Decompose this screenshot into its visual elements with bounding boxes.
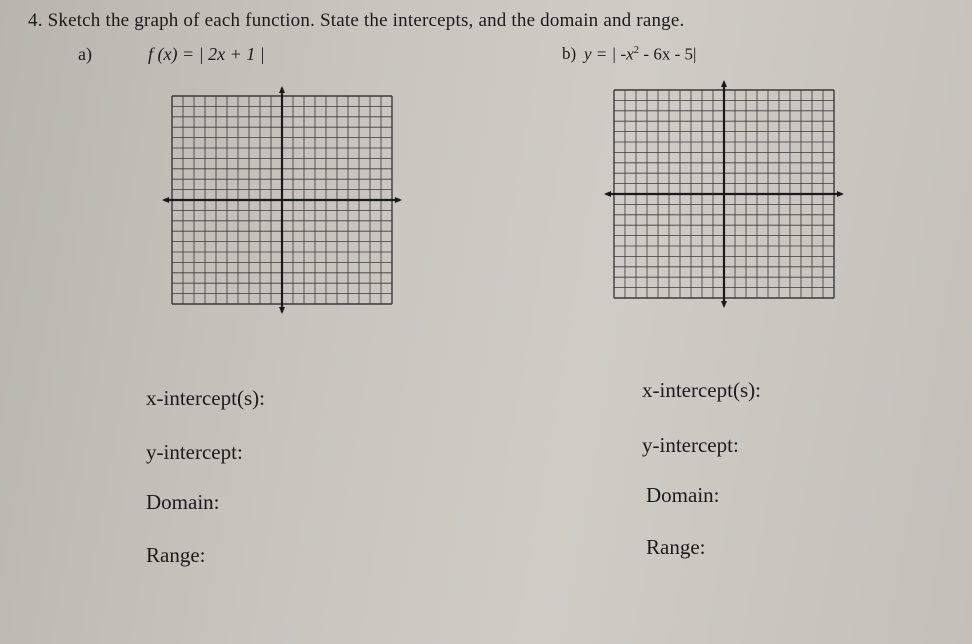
arrow-down-icon xyxy=(279,307,285,314)
part-a-domain-label: Domain: xyxy=(146,490,220,514)
part-b-function xyxy=(584,44,696,65)
question-title: 4. Sketch the graph of each function. State the intercepts, and the domain and range. xyxy=(28,10,685,31)
part-a-y-intercept-label: y-intercept: xyxy=(146,440,243,464)
arrow-left-icon xyxy=(604,191,611,197)
part-b-y-intercept-label: y-intercept: xyxy=(642,433,739,457)
part-a-x-intercepts-label: x-intercept(s): xyxy=(146,386,265,410)
part-a-range-label: Range: xyxy=(146,543,206,567)
arrow-left-icon xyxy=(162,197,169,203)
part-b-label: b) xyxy=(562,44,577,63)
part-a-function: f (x) = | 2x + 1 | xyxy=(148,44,265,64)
part-b-range-label: Range: xyxy=(646,535,706,559)
part-a-label: a) xyxy=(78,44,92,64)
part-b-function-prefix: y = | -x xyxy=(584,44,634,64)
part-b-x-intercepts-label: x-intercept(s): xyxy=(642,378,761,402)
graph-grid-b[interactable] xyxy=(604,80,844,312)
arrow-right-icon xyxy=(395,197,402,203)
arrow-down-icon xyxy=(721,301,727,308)
part-b-function-suffix: - 6x - 5| xyxy=(639,44,697,64)
part-b-function-exponent: 2 xyxy=(633,44,640,56)
arrow-up-icon xyxy=(721,80,727,87)
arrow-up-icon xyxy=(279,86,285,93)
arrow-right-icon xyxy=(837,191,844,197)
graph-grid-a[interactable] xyxy=(160,84,405,316)
part-b-domain-label: Domain: xyxy=(646,483,720,507)
